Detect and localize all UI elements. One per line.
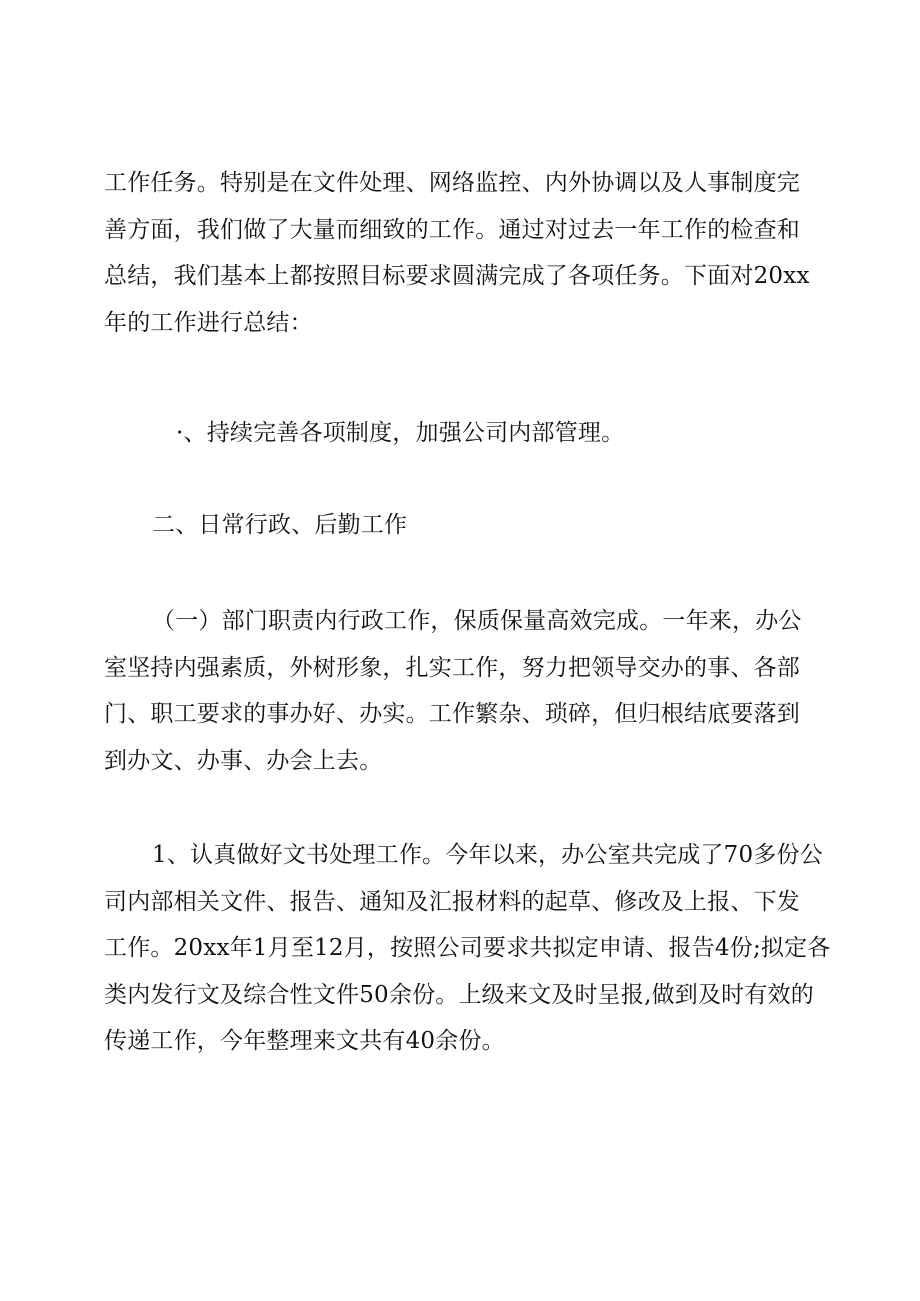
text-line: 1、认真做好文书处理工作。今年以来，办公室共完成了70多份公 — [152, 842, 823, 868]
text-line: 总结，我们基本上都按照目标要求圆满完成了各项任务。下面对20xx — [104, 263, 810, 289]
text-line: 善方面，我们做了大量而细致的工作。通过对过去一年工作的检查和 — [104, 216, 800, 243]
text-line: 室坚持内强素质，外树形象，扎实工作，努力把领导交办的事、各部 — [104, 654, 800, 681]
text-line: ·、持续完善各项制度，加强公司内部管理。 — [176, 420, 625, 446]
text-line: 门、职工要求的事办好、办实。工作繁杂、琐碎，但归根结底要落到 — [104, 701, 800, 727]
text-line: 二、日常行政、后勤工作 — [152, 512, 408, 538]
paragraph-department-duties — [104, 598, 816, 784]
paragraph-management-heading — [176, 410, 888, 457]
text-line: 年的工作进行总结： — [104, 309, 313, 336]
text-line: 工作。20xx年1月至12月，按照公司要求共拟定申请、报告4份;拟定各 — [104, 935, 831, 961]
text-line: 传递工作，今年整理来文共有40余份。 — [104, 1028, 505, 1054]
text-line: 到办文、办事、办会上去。 — [104, 747, 383, 774]
text-line: 工作任务。特别是在文件处理、网络监控、内外协调以及人事制度完 — [104, 170, 800, 196]
text-line: 司内部相关文件、报告、通知及汇报材料的起草、修改及上报、下发 — [104, 888, 800, 915]
text-line: （一）部门职责内行政工作，保质保量高效完成。一年来，办公 — [152, 608, 802, 634]
paragraph-work-summary-intro — [104, 160, 816, 346]
section-heading-daily-admin — [152, 502, 864, 549]
text-line: 类内发行文及综合性文件50余份。上级来文及时呈报,做到及时有效的 — [104, 981, 814, 1008]
paragraph-document-processing — [104, 832, 831, 1065]
